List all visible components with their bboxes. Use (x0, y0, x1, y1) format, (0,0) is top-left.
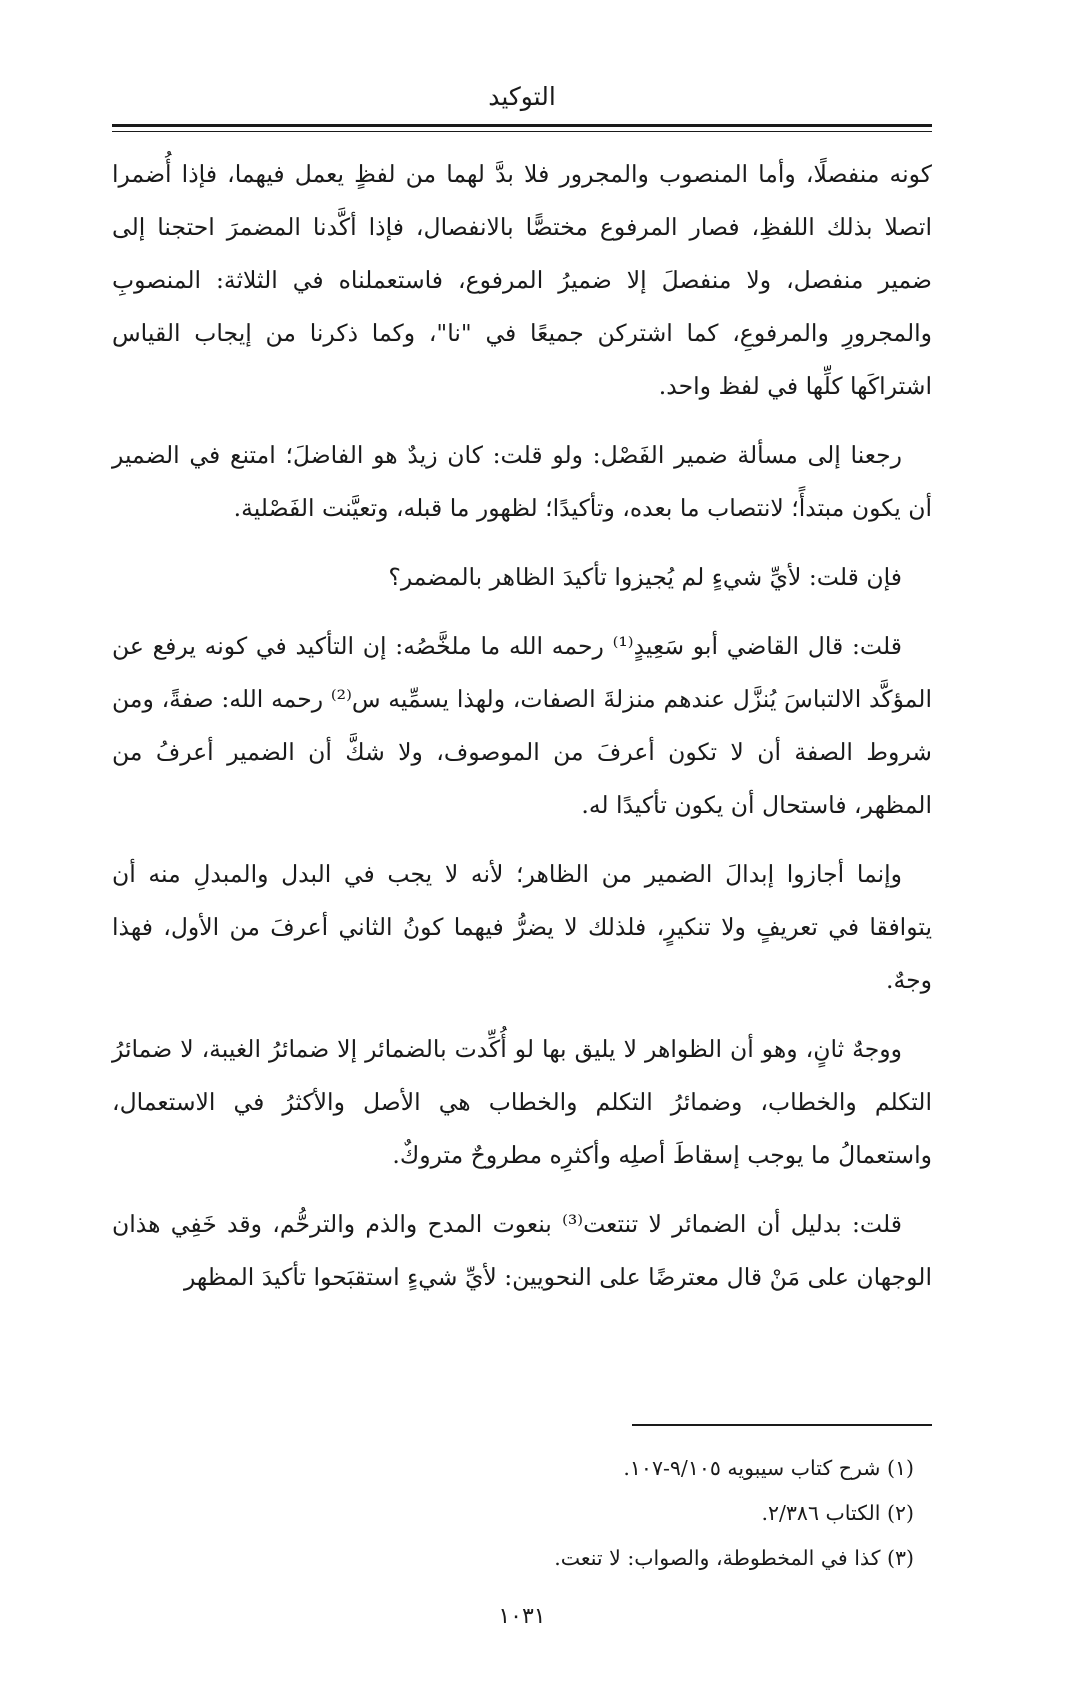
footnotes (112, 1446, 932, 1581)
footnote: (٢) الكتاب ٢/٣٨٦. (761, 1501, 914, 1525)
paragraph: كونه منفصلًا، وأما المنصوب والمجرور فلا بدَّ لهما من لفظٍ يعمل فيهما، فإذا أُضمرا اتصلا بذلك اللفظِ، فصار المرفوع مختصًّا بالانفصال، فإذا أكَّدنا المضمرَ احتجنا إلى ضمير منفصل، ولا منفصلَ إلا ضميرُ المرفوع، فاستعملناه في الثلاثة: المنصوبِ والمجرورِ والمرفوعِ، كما اشتركن جميعًا في "نا"، وكما ذكرنا من إيجاب القياس اشتراكَها كلِّها في لفظ واحد. (112, 160, 932, 400)
header-rule-thin (112, 131, 932, 132)
paragraph: فإن قلت: لأيِّ شيءٍ لم يُجيزوا تأكيدَ الظاهر بالمضمر؟ (388, 563, 902, 591)
running-head-title: التوكيد (488, 82, 556, 111)
page-number: ١٠٣١ (498, 1604, 546, 1629)
footnote: (٣) كذا في المخطوطة، والصواب: لا تنعت. (554, 1546, 914, 1570)
paragraph: قلت: قال القاضي أبو سَعِيدٍ⁽¹⁾ رحمه الله ما ملخَّصُه: إن التأكيد في كونه يرفع عن المؤكَّد الالتباسَ يُنزَّل عندهم منزلةَ الصفات، ولهذا يسمِّيه س⁽²⁾ رحمه الله: صفةً، ومن شروط الصفة أن لا تكون أعرفَ من الموصوف، ولا شكَّ أن الضمير أعرفُ من المظهر، فاستحال أن يكون تأكيدًا له. (112, 632, 932, 819)
paragraph: وإنما أجازوا إبدالَ الضمير من الظاهر؛ لأنه لا يجب في البدل والمبدلِ منه أن يتوافقا في تعريفٍ ولا تنكيرٍ، فلذلك لا يضرُّ فيهما كونُ الثاني أعرفَ من الأول، فهذا وجهٌ. (112, 860, 932, 994)
main-text (112, 148, 932, 1320)
header-rule-thick (112, 124, 932, 127)
paragraph: ووجهٌ ثانٍ، وهو أن الظواهر لا يليق بها لو أُكِّدت بالضمائر إلا ضمائرُ الغيبة، لا ضمائرُ التكلم والخطاب، وضمائرُ التكلم والخطاب هي الأصل والأكثرُ في الاستعمال، واستعمالُ ما يوجب إسقاطَ أصلِه وأكثرِه مطروحٌ متروكٌ. (112, 1035, 932, 1169)
footnote: (١) شرح كتاب سيبويه ٩/١٠٥-١٠٧. (623, 1456, 914, 1480)
paragraph: قلت: بدليل أن الضمائر لا تنتعت⁽³⁾ بنعوت المدح والذم والترحُّم، وقد خَفِي هذان الوجهان على مَنْ قال معترضًا على النحويين: لأيِّ شيءٍ استقبَحوا تأكيدَ المظهر (112, 1210, 932, 1291)
footnote-separator (632, 1424, 932, 1426)
paragraph: رجعنا إلى مسألة ضمير الفَصْل: ولو قلت: كان زيدٌ هو الفاضلَ؛ امتنع في الضمير أن يكون مبتدأً؛ لانتصاب ما بعده، وتأكيدًا؛ لظهور ما قبله، وتعيَّنت الفَصْلية. (112, 441, 932, 522)
